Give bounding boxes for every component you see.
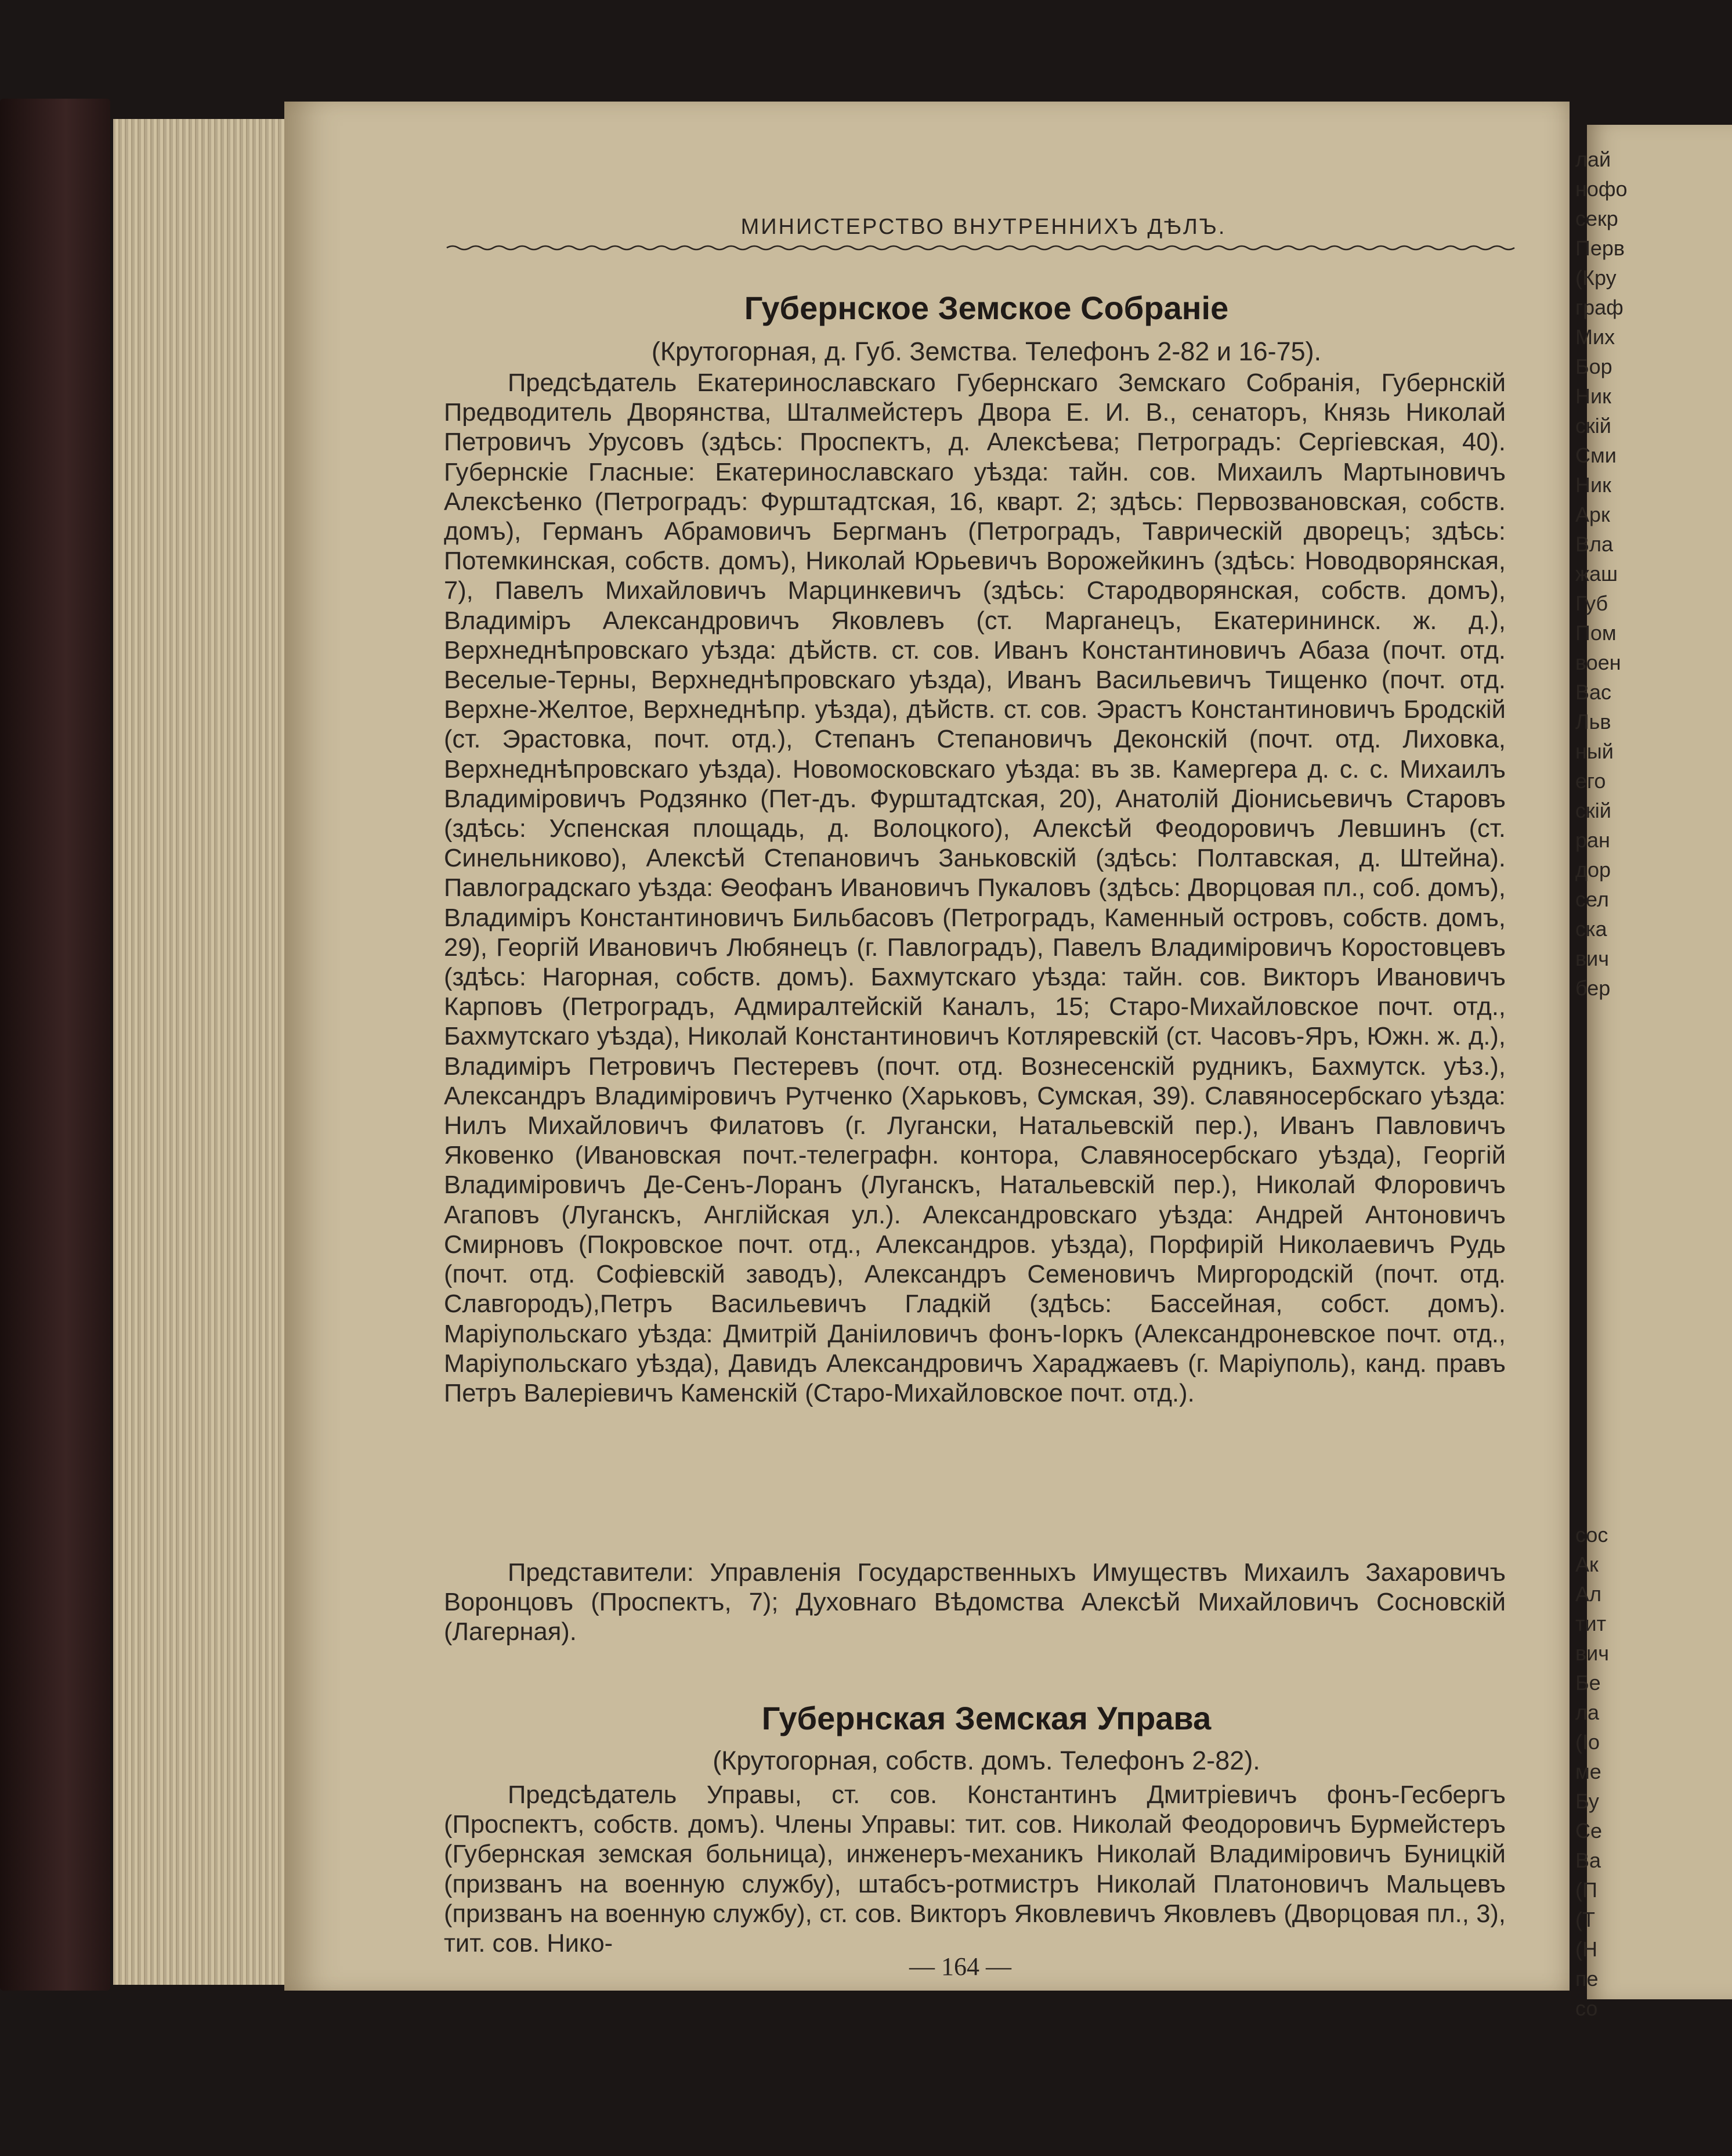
facing-page-fragment: Ва [1575, 1848, 1601, 1872]
facing-page-fragment: Бор [1575, 355, 1612, 378]
facing-page-fragment: Льв [1575, 710, 1611, 734]
facing-page-fragment: воен [1575, 651, 1621, 674]
facing-page-fragment: Сми [1575, 443, 1617, 467]
facing-page-fragment: (Т [1575, 1908, 1595, 1931]
facing-page-fragment: Вас [1575, 680, 1612, 704]
facing-page-fragment: нофо [1575, 177, 1628, 201]
facing-page-fragment: (Іо [1575, 1730, 1600, 1754]
section-title-board: Губернская Земская Управа [761, 1700, 1212, 1736]
page-stack-edges [113, 119, 305, 1985]
page-number: — 164 — [909, 1952, 1011, 1981]
facing-page-fragment: Арк [1575, 503, 1610, 526]
facing-page-fragment: скій [1575, 414, 1611, 438]
facing-page-fragment: ран [1575, 828, 1610, 852]
facing-page-fragment: Пом [1575, 621, 1617, 645]
section-title-assembly: Губернское Земское Собраніе [744, 290, 1229, 326]
facing-page-fragment: его [1575, 769, 1606, 793]
facing-page-fragment: Бе [1575, 1671, 1601, 1695]
facing-page-fragment: Ак [1575, 1552, 1599, 1576]
facing-page-fragment: Бу [1575, 1789, 1599, 1813]
ornamental-rule [447, 244, 1520, 252]
book-cover-edge [0, 99, 110, 1991]
facing-page-fragment: Ник [1575, 384, 1611, 408]
facing-page-fragment: Губ [1575, 591, 1608, 615]
facing-page-fragment: бер [1575, 976, 1611, 1000]
facing-page-fragment: пе [1575, 1967, 1599, 1991]
facing-page-fragment: (Кру [1575, 266, 1617, 290]
facing-page-fragment: тит [1575, 1612, 1607, 1635]
facing-page-fragment: граф [1575, 295, 1623, 319]
section-address-assembly: (Крутогорная, д. Губ. Земства. Телефонъ 2-82 и 16-75). [651, 337, 1322, 366]
representatives-paragraph: Представители: Управленія Государственныхъ Имуществъ Михаилъ Захаровичъ Воронцовъ (Проспектъ, 7); Духовнаго Вѣдомства Алексѣй Михайловичъ Сосновскій (Лагерная). [444, 1559, 1506, 1646]
facing-page [1575, 125, 1732, 2020]
facing-page-fragment: Вла [1575, 532, 1614, 556]
facing-page-fragment: ный [1575, 739, 1614, 763]
facing-page-fragment: (П [1575, 1878, 1597, 1902]
facing-page-fragment: секр [1575, 207, 1618, 230]
facing-page-fragment: Ник [1575, 473, 1611, 497]
board-members-paragraph: Предсѣдатель Управы, ст. сов. Константинъ Дмитріевичъ фонъ-Гесбергъ (Проспектъ, собств. домъ). Члены Управы: тит. сов. Николай Феодоровичъ Бурмейстеръ (Губернская земская больница), инженеръ-механикъ Николай Владиміровичъ Буницкій (призванъ на военную службу), штабсъ-ротмистръ Николай Платоновичъ Мальцевъ (призванъ на военную службу), ст. сов. Викторъ Яковлевичъ Яковлевъ (Дворцовая пл., 3), тит. сов. Нико- [444, 1781, 1506, 1958]
assembly-members-paragraph: Предсѣдатель Екатеринославскаго Губернскаго Земскаго Собранія, Губернскій Предводитель Дворянства, Шталмейстеръ Двора Е. И. В., сенаторъ, Князь Николай Петровичъ Урусовъ (здѣсь: Проспектъ, д. Алексѣева; Петроградъ: Сергіевская, 40). Губернскіе Гласные: Екатеринославскаго уѣзда: тайн. сов. Михаилъ Мартыновичъ Алексѣенко (Петроградъ: Фурштадтская, 16, кварт. 2; здѣсь: Первозвановская, собств. домъ), Германъ Абрамовичъ Бергманъ (Петроградъ, Таврическій дворецъ; здѣсь: Потемкинская, собств. домъ), Николай Юрьевичъ Ворожейкинъ (здѣсь: Новодворянская, 7), Павелъ Михайловичъ Марцинкевичъ (здѣсь: Стародворянская, собств. домъ), Владиміръ Александровичъ Яковлевъ (ст. Марганецъ, Екатерининск. ж. д.), Верхнеднѣпровскаго уѣзда: дѣйств. ст. сов. Иванъ Константиновичъ Абаза (почт. отд. Веселые-Терны, Верхнеднѣпровскаго уѣзда), Иванъ Васильевичъ Тищенко (почт. отд. Верхне-Желтое, Верхнеднѣпр. уѣзда), дѣйств. ст. сов. Эрастъ Константиновичъ Бродскій (ст. Эрастовка, почт. отд.), Степанъ Степановичъ Деконскій (почт. отд. Лиховка, Верхнеднѣпровскаго уѣзда). Новомосковскаго уѣзда: въ зв. Камергера д. с. с. Михаилъ Владиміровичъ Родзянко (Пет-дъ. Фурштадтская, 20), Анатолій Діонисьевичъ Старовъ (здѣсь: Успенская площадь, д. Волоцкого), Алексѣй Феодоровичъ Левшинъ (ст. Синельниково), Алексѣй Степановичъ Заньковскій (здѣсь: Полтавская, д. Штейна). Павлоградскаго уѣзда: Ѳеофанъ Ивановичъ Пукаловъ (здѣсь: Дворцовая пл., соб. домъ), Владиміръ Константиновичъ Бильбасовъ (Петроградъ, Каменный островъ, собств. домъ, 29), Георгій Ивановичъ Любянецъ (г. Павлоградъ), Павелъ Владиміровичъ Коростовцевъ (здѣсь: Нагорная, собств. домъ). Бахмутскаго уѣзда: тайн. сов. Викторъ Ивановичъ Карповъ (Петроградъ, Адмиралтейскій Каналъ, 15; Старо-Михайловское почт. отд., Бахмутскаго уѣзда), Николай Константиновичъ Котляревскій (ст. Часовъ-Яръ, Южн. ж. д.), Владиміръ Петровичъ Пестеревъ (почт. отд. Вознесенскій рудникъ, Бахмутск. уѣз.), Александръ Владиміровичъ Рутченко (Харьковъ, Сумская, 39). Славяносербскаго уѣзда: Нилъ Михайловичъ Филатовъ (г. Лугански, Натальевскій пер.), Иванъ Павловичъ Яковенко (Ивановская почт.-телеграфн. контора, Славяносербскаго уѣзда), Георгій Владиміровичъ Де-Сенъ-Лоранъ (Луганскъ, Натальевскій пер.), Николай Флоровичъ Агаповъ (Луганскъ, Англійская ул.). Александровскаго уѣзда: Андрей Антоновичъ Смирновъ (Покровское почт. отд., Александров. уѣзда), Порфирій Николаевичъ Рудь (почт. отд. Софіевскій заводъ), Александръ Семеновичъ Миргородскій (почт. отд. Славгородъ),Петръ Васильевичъ Гладкій (здѣсь: Бассейная, собст. домъ). Маріупольскаго уѣзда: Дмитрій Даніиловичъ фонъ-Іоркъ (Александроневское почт. отд., Маріупольскаго уѣзда), Давидъ Александровичъ Хараджаевъ (г. Маріуполь), канд. правъ Петръ Валеріевичъ Каменскій (Старо-Михайловское почт. отд.). [444, 369, 1506, 1407]
facing-page-fragment: Ал [1575, 1582, 1602, 1606]
facing-page-fragment: ска [1575, 917, 1607, 941]
facing-page-fragment: дор [1575, 858, 1611, 882]
facing-page-fragment: сос [1575, 1523, 1608, 1547]
facing-page-fragment: ме [1575, 1760, 1601, 1783]
section-address-board: (Крутогорная, собств. домъ. Телефонъ 2-82). [713, 1746, 1260, 1775]
facing-page-fragment: вич [1575, 1641, 1609, 1665]
facing-page-fragment: со [1575, 1996, 1598, 2020]
facing-page-fragment: ла [1575, 1700, 1600, 1724]
facing-page-fragment: вич [1575, 947, 1609, 970]
facing-page-fragment: Перв [1575, 236, 1625, 260]
facing-page-fragment: жаш [1575, 562, 1618, 586]
facing-page-fragment: (Н [1575, 1937, 1597, 1961]
facing-page-fragment: лай [1575, 147, 1611, 171]
facing-page-fragment: скій [1575, 799, 1611, 822]
facing-page-fragment: Мих [1575, 325, 1615, 349]
facing-page-fragment: сел [1575, 887, 1609, 911]
facing-page-fragment: Се [1575, 1819, 1603, 1843]
running-head: МИНИСТЕРСТВО ВНУТРЕННИХЪ ДѢЛЪ. [740, 215, 1227, 239]
